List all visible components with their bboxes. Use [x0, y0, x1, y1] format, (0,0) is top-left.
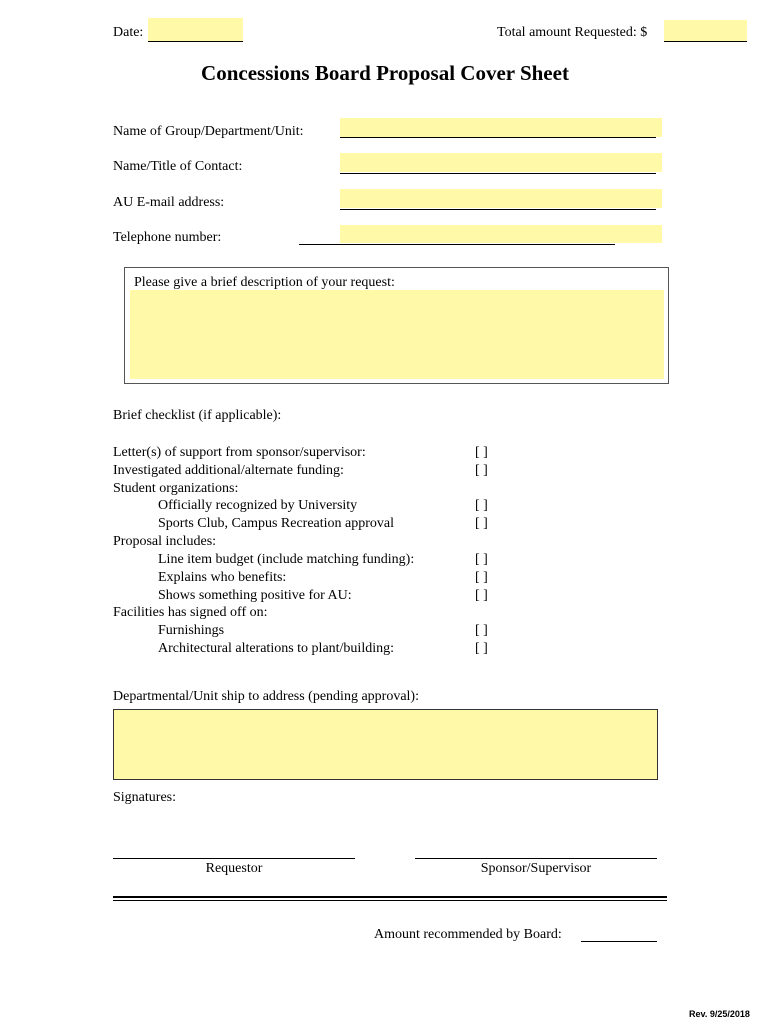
phone-field[interactable]: [340, 225, 662, 243]
checklist-item-recognized: Officially recognized by University: [158, 498, 358, 513]
checkbox-funding[interactable]: [ ]: [475, 463, 488, 478]
description-field[interactable]: [130, 290, 664, 379]
checklist-item-positive: Shows something positive for AU:: [158, 588, 352, 603]
group-label: Name of Group/Department/Unit:: [113, 124, 304, 139]
page-title: Concessions Board Proposal Cover Sheet: [201, 61, 569, 85]
requestor-label: Requestor: [205, 861, 263, 876]
total-amount-field[interactable]: [664, 20, 747, 42]
email-label: AU E-mail address:: [113, 195, 225, 210]
email-underline: [340, 209, 656, 210]
contact-underline: [340, 173, 656, 174]
checklist-item-budget: Line item budget (include matching funding):: [158, 552, 415, 567]
checkbox-furnishings[interactable]: [ ]: [475, 623, 488, 638]
checkbox-architectural[interactable]: [ ]: [475, 641, 488, 656]
checklist-item-furnishings: Furnishings: [158, 623, 225, 638]
checkbox-sports-club[interactable]: [ ]: [475, 516, 488, 531]
checklist-item-letters: Letter(s) of support from sponsor/supervisor:: [113, 445, 366, 460]
checklist-item-funding: Investigated additional/alternate funding:: [113, 463, 344, 478]
signatures-label: Signatures:: [113, 790, 176, 805]
checklist-group-proposal: Proposal includes:: [113, 534, 217, 549]
sponsor-label: Sponsor/Supervisor: [480, 861, 592, 876]
date-field[interactable]: [148, 18, 243, 42]
checklist-heading: Brief checklist (if applicable):: [113, 408, 282, 423]
group-field[interactable]: [340, 118, 662, 137]
group-underline: [340, 137, 656, 138]
sponsor-signature-line[interactable]: [415, 858, 657, 859]
checklist-item-sports-club: Sports Club, Campus Recreation approval: [158, 516, 395, 531]
phone-underline: [299, 244, 615, 245]
checklist-group-student-orgs: Student organizations:: [113, 481, 239, 496]
board-amount-field[interactable]: [581, 941, 657, 942]
divider-rule-top: [113, 896, 667, 898]
divider-rule-bottom: [113, 900, 667, 901]
checklist-item-architectural: Architectural alterations to plant/building:: [158, 641, 394, 656]
revision-date: Rev. 9/25/2018: [689, 1009, 750, 1019]
email-field[interactable]: [340, 189, 662, 208]
ship-address-label: Departmental/Unit ship to address (pending approval):: [113, 689, 419, 704]
checkbox-letters[interactable]: [ ]: [475, 445, 488, 460]
phone-label: Telephone number:: [113, 230, 222, 245]
description-prompt: Please give a brief description of your request:: [134, 275, 395, 290]
checkbox-recognized[interactable]: [ ]: [475, 498, 488, 513]
requestor-signature-line[interactable]: [113, 858, 355, 859]
checklist-group-facilities: Facilities has signed off on:: [113, 605, 268, 620]
checkbox-benefits[interactable]: [ ]: [475, 570, 488, 585]
board-amount-label: Amount recommended by Board:: [374, 927, 562, 942]
checklist-item-benefits: Explains who benefits:: [158, 570, 287, 585]
contact-field[interactable]: [340, 153, 662, 172]
ship-address-field[interactable]: [113, 709, 658, 780]
checkbox-budget[interactable]: [ ]: [475, 552, 488, 567]
checkbox-positive[interactable]: [ ]: [475, 588, 488, 603]
total-amount-label: Total amount Requested: $: [497, 25, 648, 40]
contact-label: Name/Title of Contact:: [113, 159, 243, 174]
date-label: Date:: [113, 25, 144, 40]
